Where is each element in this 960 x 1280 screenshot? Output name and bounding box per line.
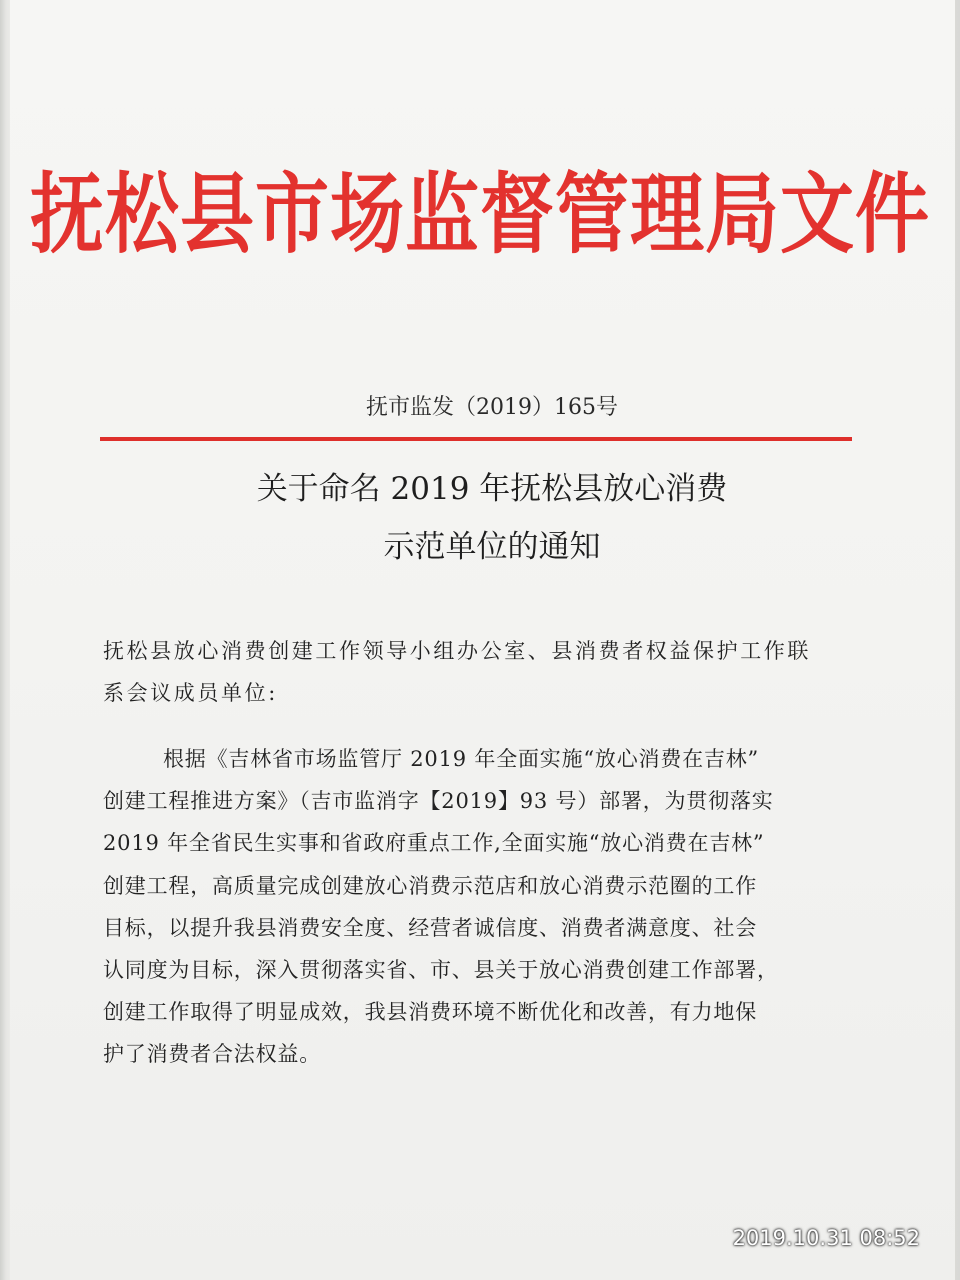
notice-title-line-1: 关于命名 2019 年抚松县放心消费 xyxy=(256,471,728,507)
document-number: 抚市监发（2019）165号 xyxy=(366,395,618,420)
notice-title xyxy=(0,460,960,576)
body-line-5: 目标，以提升我县消费安全度、经营者诚信度、消费者满意度、社会 xyxy=(103,915,757,940)
body-line-3: 2019 年全省民生实事和省政府重点工作,全面实施“放心消费在吉林” xyxy=(103,831,765,856)
body-line-1: 根据《吉林省市场监管厅 2019 年全面实施“放心消费在吉林” xyxy=(163,747,760,771)
body-line-4: 创建工程，高质量完成创建放心消费示范店和放心消费示范圈的工作 xyxy=(103,873,757,898)
addressee xyxy=(103,630,893,714)
issuer-title: 抚松县市场监督管理局文件 xyxy=(30,164,930,266)
body-line-7: 创建工作取得了明显成效，我县消费环境不断优化和改善，有力地保 xyxy=(103,1000,757,1025)
addressee-line-2: 系会议成员单位: xyxy=(103,681,278,705)
body-line-2: 创建工程推进方案》（吉市监消字【2019】93 号）部署，为贯彻落实 xyxy=(103,789,774,814)
body-line-8: 护了消费者合法权益。 xyxy=(103,1042,321,1067)
notice-title-line-2: 示范单位的通知 xyxy=(383,529,601,565)
red-divider-line xyxy=(100,437,852,441)
addressee-line-1: 抚松县放心消费创建工作领导小组办公室、县消费者权益保护工作联 xyxy=(103,639,811,663)
body-line-6: 认同度为目标，深入贯彻落实省、市、县关于放心消费创建工作部署， xyxy=(103,958,779,983)
notice-body xyxy=(103,738,893,1076)
photo-timestamp: 2019.10.31 08:52 xyxy=(732,1226,920,1250)
